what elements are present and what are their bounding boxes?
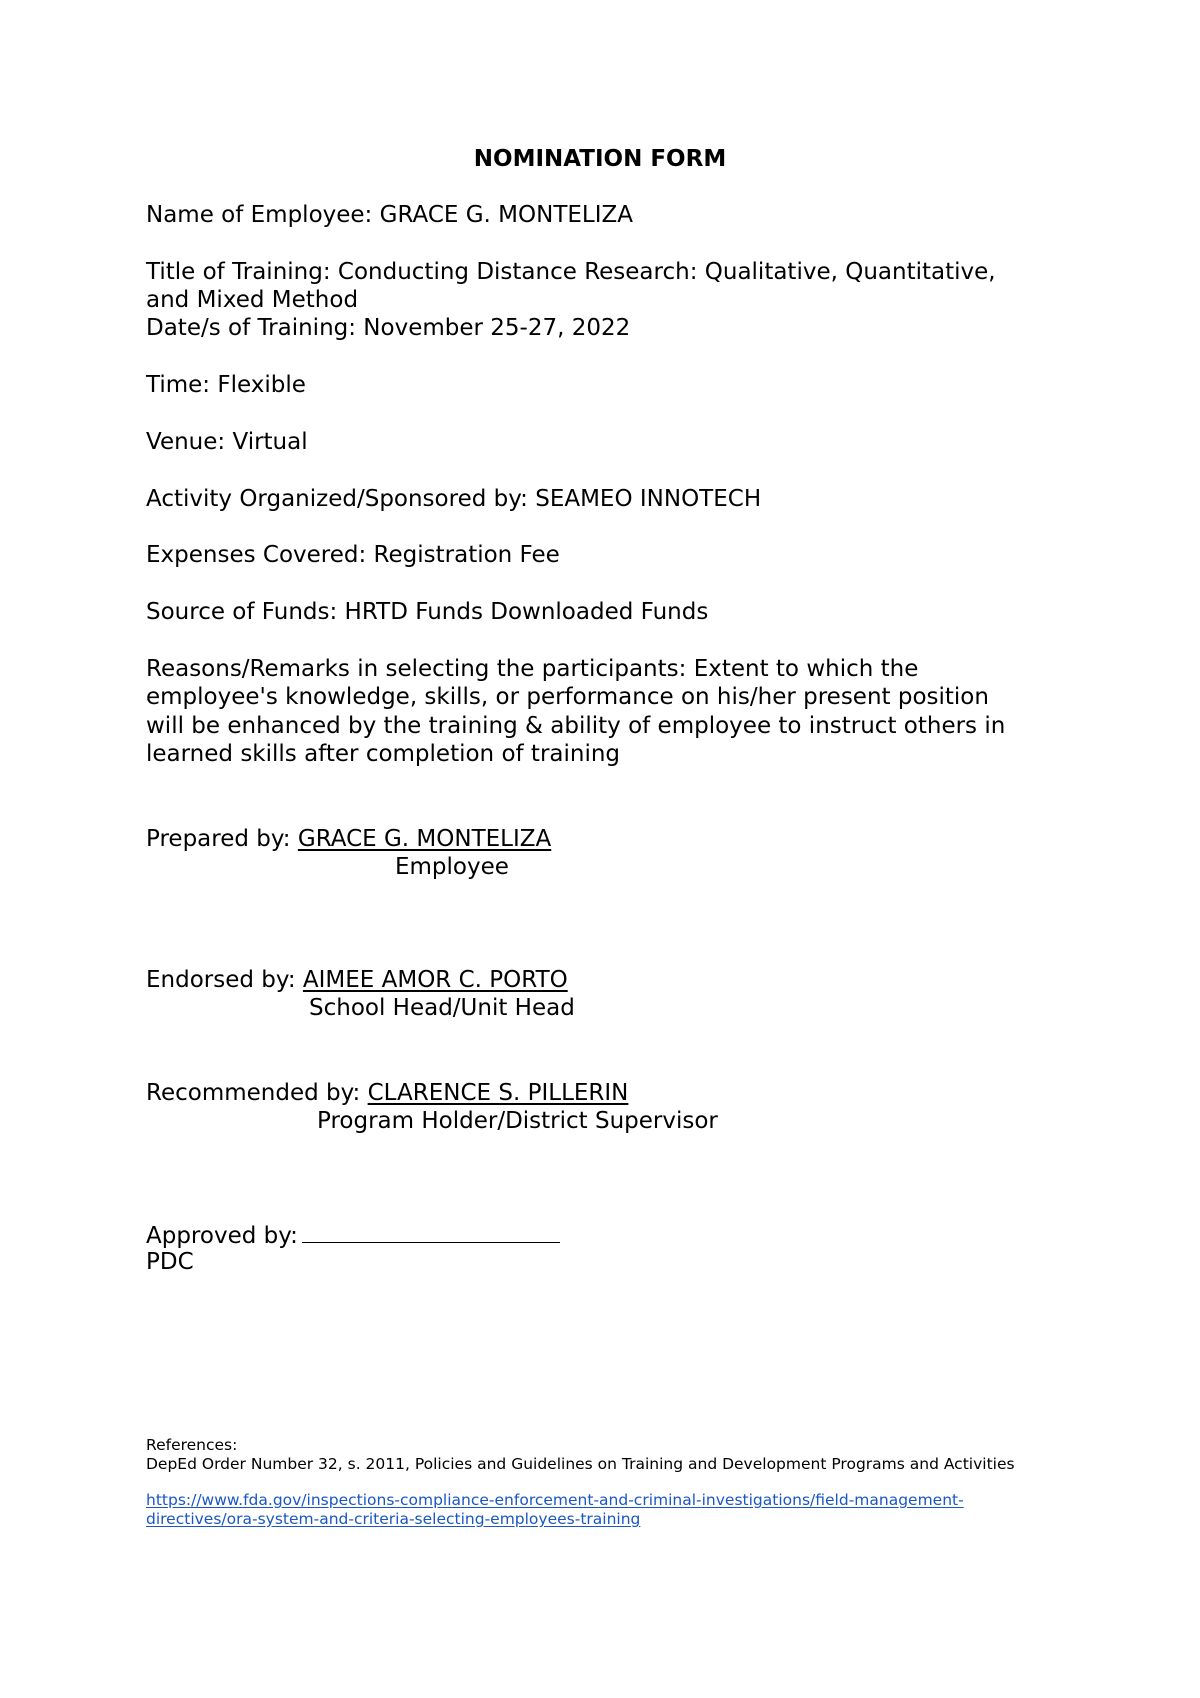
reference-deped-order: DepEd Order Number 32, s. 2011, Policies and Guidelines on Training and Development Programs and Activities	[146, 1455, 1015, 1473]
employee-label: Name of Employee:	[146, 202, 373, 228]
reasons-line-3: will be enhanced by the training & ability of employee to instruct others in	[146, 713, 1006, 739]
recommended-by-line	[146, 1079, 628, 1107]
organizer: Activity Organized/Sponsored by: SEAMEO INNOTECH	[146, 486, 762, 512]
reference-link-line-1[interactable]: https://www.fda.gov/inspections-compliance-enforcement-and-criminal-investigations/field-management-	[146, 1491, 964, 1509]
training-venue: Venue: Virtual	[146, 429, 308, 455]
recommended-label: Recommended by:	[146, 1080, 361, 1106]
training-time: Time: Flexible	[146, 372, 306, 398]
prepared-role: Employee	[395, 854, 509, 880]
employee-value: GRACE G. MONTELIZA	[379, 202, 633, 228]
endorsed-label: Endorsed by:	[146, 967, 296, 993]
signature-blank-line	[302, 1220, 560, 1243]
reasons-line-2: employee's knowledge, skills, or performance on his/her present position	[146, 684, 989, 710]
recommended-role: Program Holder/District Supervisor	[317, 1108, 718, 1134]
endorsed-role: School Head/Unit Head	[309, 995, 575, 1021]
document-title: NOMINATION FORM	[473, 146, 727, 172]
endorsed-by-line	[146, 966, 568, 994]
training-title-line-2: and Mixed Method	[146, 287, 359, 313]
expenses-covered: Expenses Covered: Registration Fee	[146, 542, 560, 568]
training-title-line-1: Title of Training: Conducting Distance Research: Qualitative, Quantitative,	[146, 259, 996, 285]
prepared-by-line	[146, 825, 551, 853]
approved-label: Approved by:	[146, 1223, 298, 1249]
recommended-name: CLARENCE S. PILLERIN	[367, 1080, 629, 1106]
endorsed-name: AIMEE AMOR C. PORTO	[302, 967, 568, 993]
employee-name-line	[146, 201, 633, 229]
training-dates: Date/s of Training: November 25-27, 2022	[146, 315, 631, 341]
reasons-line-1: Reasons/Remarks in selecting the participants: Extent to which the	[146, 656, 919, 682]
prepared-name: GRACE G. MONTELIZA	[297, 826, 552, 852]
prepared-label: Prepared by:	[146, 826, 291, 852]
references-heading: References:	[146, 1436, 238, 1454]
reference-link-line-2[interactable]: directives/ora-system-and-criteria-selecting-employees-training	[146, 1510, 641, 1528]
source-of-funds: Source of Funds: HRTD Funds Downloaded Funds	[146, 599, 709, 625]
reasons-line-4: learned skills after completion of training	[146, 741, 621, 767]
approved-by-line	[146, 1220, 560, 1250]
approved-role: PDC	[146, 1249, 194, 1275]
